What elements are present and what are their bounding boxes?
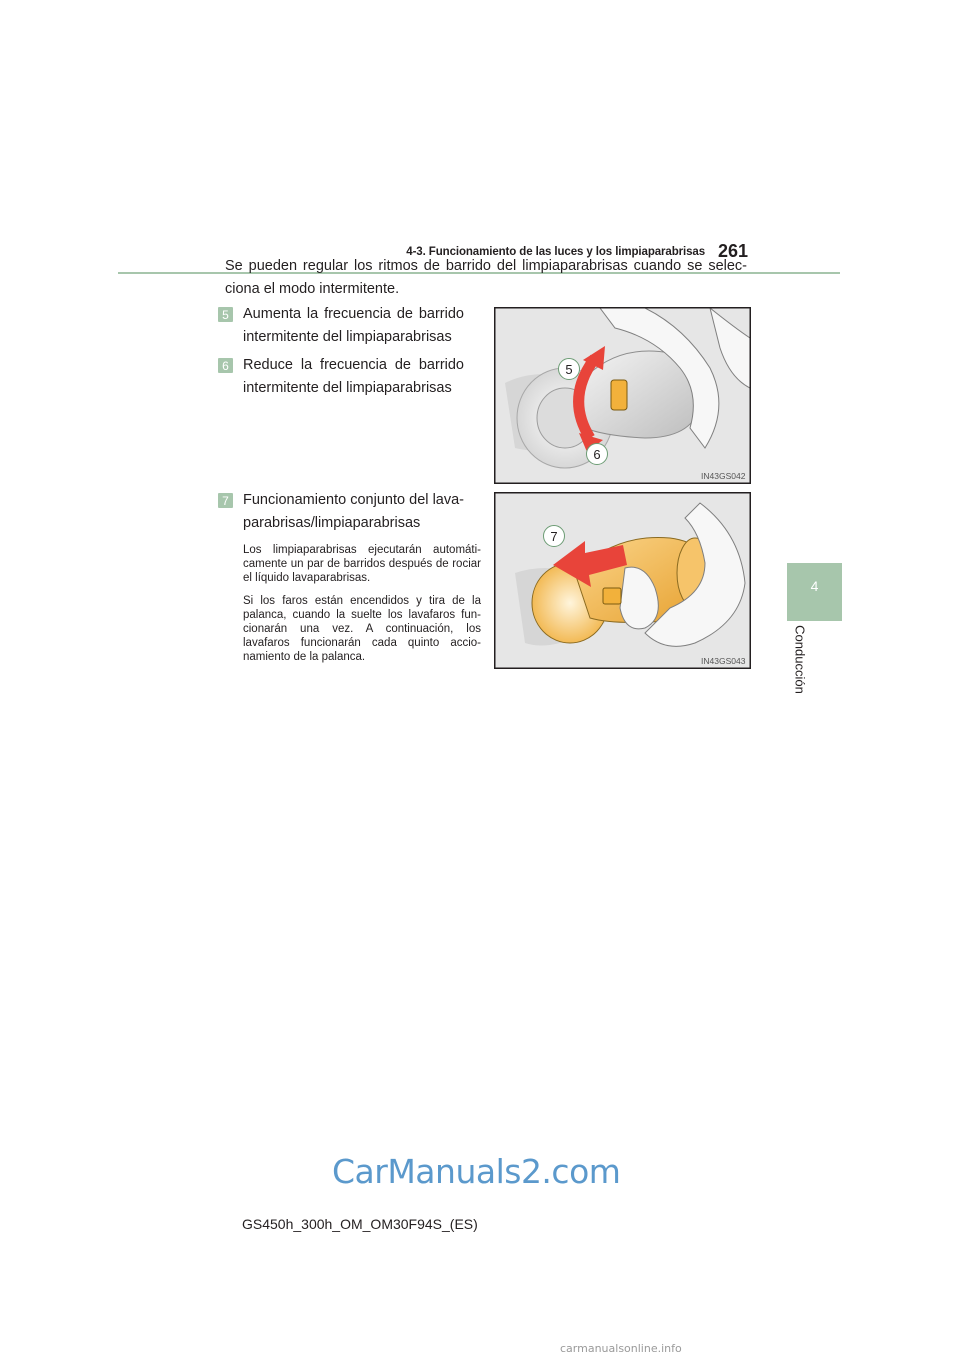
item-number-7: 7	[218, 493, 233, 508]
item-text-5: Aumenta la frecuencia de barrido intermitente del limpiaparabrisas	[243, 306, 464, 345]
side-tab-label: Conducción	[792, 625, 808, 694]
figure-code-2: IN43GS043	[701, 656, 746, 666]
item-number-5: 5	[218, 307, 233, 322]
item-number-6: 6	[218, 358, 233, 373]
watermark-bottom: carmanualsonline.info	[560, 1342, 682, 1355]
item-text-6: Reduce la frecuencia de barrido intermitente del limpiaparabrisas	[243, 357, 464, 396]
wiper-lever-illustration	[495, 308, 750, 483]
figure-washer-operation	[494, 492, 751, 669]
header-title: 4-3. Funcionamiento de las luces y los limpiaparabrisas	[406, 246, 705, 258]
page-number: 261	[718, 241, 749, 261]
item-text-7: Funcionamiento conjunto del lava-parabrisas/limpiaparabrisas	[243, 492, 464, 531]
callout-6: 6	[586, 443, 608, 465]
intro-paragraph: Se pueden regular los ritmos de barrido del limpiaparabrisas cuando se selec-ciona el modo intermitente.	[225, 258, 747, 297]
notes	[243, 543, 481, 673]
callout-7: 7	[543, 525, 565, 547]
callout-5: 5	[558, 358, 580, 380]
note-washer: Los limpiaparabrisas ejecutarán automáti-camente un par de barridos después de rociar el líquido lavaparabrisas.	[243, 544, 481, 584]
figure-wiper-frequency	[494, 307, 751, 484]
watermark-logo: CarManuals2.com	[332, 1152, 621, 1191]
washer-lever-illustration	[495, 493, 750, 668]
side-tab-number: 4	[810, 578, 819, 594]
figure-code-1: IN43GS042	[701, 471, 746, 481]
note-headlamp-cleaner: Si los faros están encendidos y tira de la palanca, cuando la suelte los lavafaros fun-cionarán una vez. A continuación, los lavafaros funcionarán cada quinto accio-namiento de la palanca.	[243, 595, 481, 663]
footer-document-code: GS450h_300h_OM_OM30F94S_(ES)	[242, 1216, 478, 1232]
